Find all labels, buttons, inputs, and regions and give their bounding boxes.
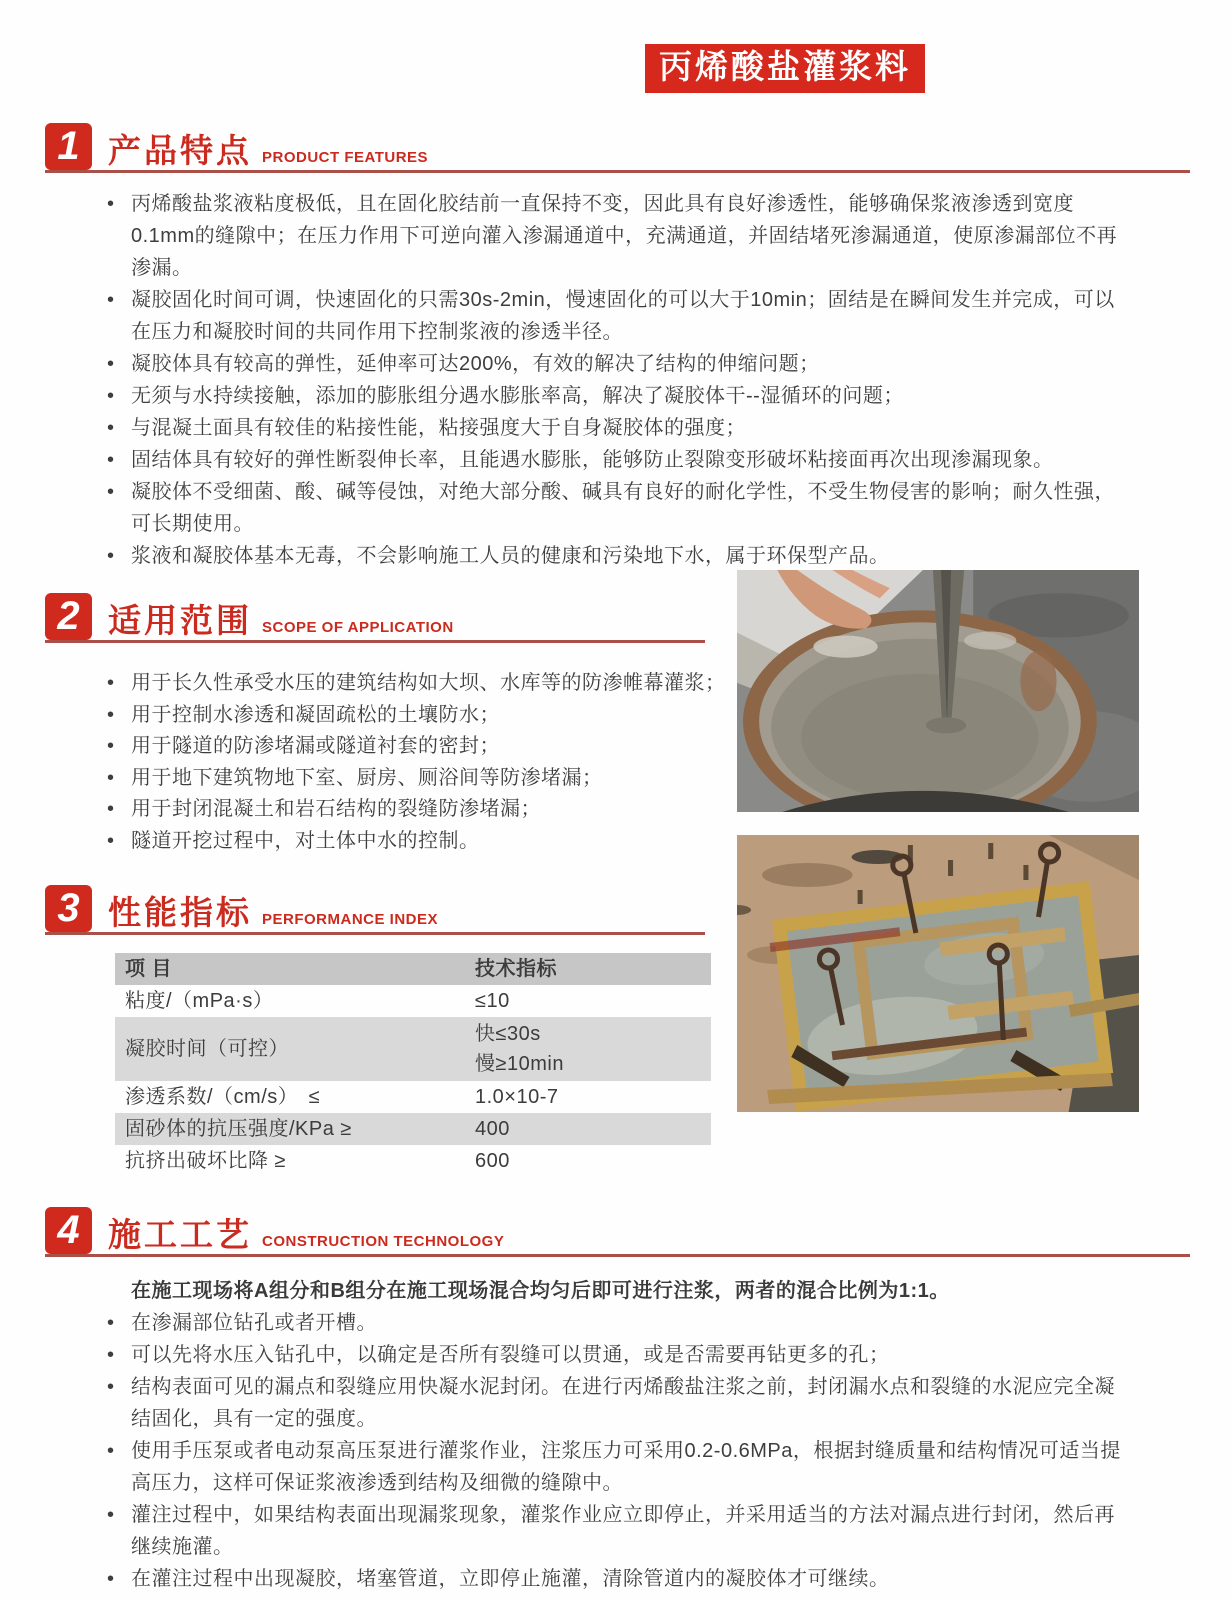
table-row xyxy=(115,1081,711,1113)
mixing-ratio-note: 在施工现场将A组分和B组分在施工现场混合均匀后即可进行注浆，两者的混合比例为1:1。 xyxy=(131,1280,950,1302)
table-cell: 600 xyxy=(475,1150,510,1172)
construction-step-list xyxy=(131,1307,1126,1595)
section-construction-technology xyxy=(45,1207,1190,1595)
section-title-en: SCOPE OF APPLICATION xyxy=(262,619,454,636)
table-cell: 粘度/（mPa·s） xyxy=(125,990,274,1012)
table-row xyxy=(115,985,711,1017)
section-header xyxy=(45,123,1190,173)
value-line: 快≤30s xyxy=(475,1023,541,1045)
list-item: • 与混凝土面具有较佳的粘接性能，粘接强度大于自身凝胶体的强度； xyxy=(131,412,1123,444)
formwork-illustration xyxy=(737,835,1139,1112)
feature-list xyxy=(131,188,1123,572)
table-cell: 渗透系数/（cm/s） ≤ xyxy=(125,1086,321,1108)
table-row xyxy=(115,1017,711,1081)
list-item: • 使用手压泵或者电动泵高压泵进行灌浆作业，注浆压力可采用0.2-0.6MPa，根据封缝质量和结构情况可适当提高压力，这样可保证浆液渗透到结构及细微的缝隙中。 xyxy=(131,1435,1126,1499)
table-cell: 抗挤出破坏比降 ≥ xyxy=(125,1150,287,1172)
section-title-zh: 性能指标 xyxy=(108,894,252,931)
section-number-badge: 1 xyxy=(45,123,92,170)
list-item: • 可以先将水压入钻孔中，以确定是否所有裂缝可以贯通，或是否需要再钻更多的孔； xyxy=(131,1339,1126,1371)
section-title-en: CONSTRUCTION TECHNOLOGY xyxy=(262,1233,505,1250)
table-cell: ≤10 xyxy=(475,990,510,1012)
table-cell: 固砂体的抗压强度/KPa ≥ xyxy=(125,1118,352,1140)
section-number-badge: 4 xyxy=(45,1207,92,1254)
grout-mixing-photo xyxy=(737,570,1139,812)
performance-table xyxy=(115,953,711,1177)
list-item: • 在灌注过程中出现凝胶，堵塞管道，立即停止施灌，清除管道内的凝胶体才可继续。 xyxy=(131,1563,1126,1595)
section-title-zh: 产品特点 xyxy=(108,132,252,169)
list-item: • 用于长久性承受水压的建筑结构如大坝、水库等的防渗帷幕灌浆； xyxy=(131,668,751,700)
list-item: • 凝胶固化时间可调，快速固化的只需30s-2min，慢速固化的可以大于10min；固结是在瞬间发生并完成，可以在压力和凝胶时间的共同作用下控制浆液的渗透半径。 xyxy=(131,284,1123,348)
section-header xyxy=(45,1207,1190,1257)
section-title-zh: 施工工艺 xyxy=(108,1216,252,1253)
list-item: • 用于控制水渗透和凝固疏松的土壤防水； xyxy=(131,700,751,732)
section-header xyxy=(45,593,705,643)
list-item: • 无须与水持续接触，添加的膨胀组分遇水膨胀率高，解决了凝胶体干--湿循环的问题； xyxy=(131,380,1123,412)
table-row xyxy=(115,1113,711,1145)
section-header xyxy=(45,885,705,935)
column-header: 技术指标 xyxy=(475,958,557,980)
list-item: • 固结体具有较好的弹性断裂伸长率，且能遇水膨胀，能够防止裂隙变形破坏粘接面再次出现渗漏现象。 xyxy=(131,444,1123,476)
list-item: • 隧道开挖过程中，对土体中水的控制。 xyxy=(131,826,751,858)
list-item: • 浆液和凝胶体基本无毒，不会影响施工人员的健康和污染地下水，属于环保型产品。 xyxy=(131,540,1123,572)
list-item: • 在渗漏部位钻孔或者开槽。 xyxy=(131,1307,1126,1339)
table-header-row xyxy=(115,953,711,985)
list-item: • 用于地下建筑物地下室、厨房、厕浴间等防渗堵漏； xyxy=(131,763,751,795)
table-row xyxy=(115,1145,711,1177)
value-line: 慢≥10min xyxy=(475,1053,564,1075)
table-cell: 1.0×10-7 xyxy=(475,1086,559,1108)
section-title-en: PRODUCT FEATURES xyxy=(262,149,429,166)
table-cell xyxy=(465,1017,711,1081)
section-number-badge: 2 xyxy=(45,593,92,640)
list-item: • 丙烯酸盐浆液粘度极低，且在固化胶结前一直保持不变，因此具有良好渗透性，能够确保浆液渗透到宽度0.1mm的缝隙中；在压力作用下可逆向灌入渗漏通道中，充满通道，并固结堵死渗漏通道，使原渗漏部位不再渗漏。 xyxy=(131,188,1123,284)
section-title-zh: 适用范围 xyxy=(108,602,252,639)
table-cell: 凝胶时间（可控） xyxy=(125,1038,289,1060)
section-number-badge: 3 xyxy=(45,885,92,932)
table-cell: 400 xyxy=(475,1118,510,1140)
list-item: • 凝胶体具有较高的弹性，延伸率可达200%，有效的解决了结构的伸缩问题； xyxy=(131,348,1123,380)
list-item: • 凝胶体不受细菌、酸、碱等侵蚀，对绝大部分酸、碱具有良好的耐化学性，不受生物侵害的影响；耐久性强，可长期使用。 xyxy=(131,476,1123,540)
grout-mixing-illustration xyxy=(737,570,1139,812)
list-item: • 用于封闭混凝土和岩石结构的裂缝防渗堵漏； xyxy=(131,794,751,826)
product-title-banner: 丙烯酸盐灌浆料 xyxy=(645,44,925,93)
section-title-en: PERFORMANCE INDEX xyxy=(262,911,439,928)
application-list xyxy=(131,668,751,857)
list-item: • 用于隧道的防渗堵漏或隧道衬套的密封； xyxy=(131,731,751,763)
list-item: • 结构表面可见的漏点和裂缝应用快凝水泥封闭。在进行丙烯酸盐注浆之前，封闭漏水点和裂缝的水泥应完全凝结固化，具有一定的强度。 xyxy=(131,1371,1126,1435)
column-header: 项 目 xyxy=(125,958,173,980)
list-item: • 灌注过程中，如果结构表面出现漏浆现象，灌浆作业应立即停止，并采用适当的方法对漏点进行封闭，然后再继续施灌。 xyxy=(131,1499,1126,1563)
grouting-formwork-photo xyxy=(737,835,1139,1112)
section-product-features xyxy=(45,123,1190,572)
